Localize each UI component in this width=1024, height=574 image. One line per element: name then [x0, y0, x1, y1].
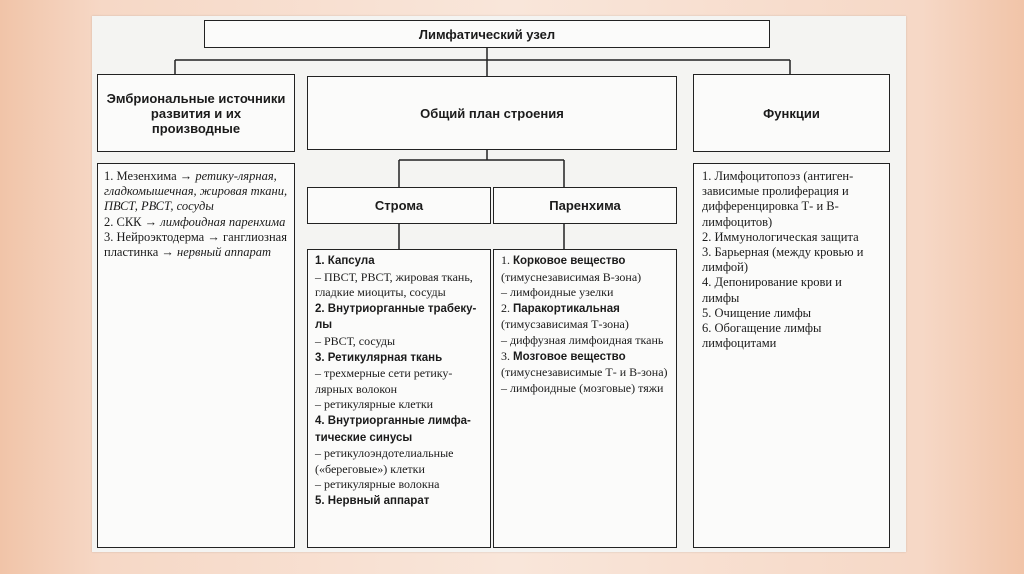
- stroma-item: 3. Ретикулярная ткань: [315, 351, 443, 364]
- embryo-item-3: 3. Нейроэктодерма → ганглиозная пластинка → нервный аппарат: [104, 229, 287, 260]
- parenchyma-subitem: – лимфоидные узелки: [501, 285, 614, 300]
- stroma-subitem: – ретикулоэндотелиальные («береговые») клетки: [315, 446, 454, 476]
- title-text: Лимфатический узел: [418, 26, 556, 42]
- functions-content-box: [693, 163, 890, 548]
- parenchyma-content-box: [493, 249, 677, 548]
- functions-header: Функции: [763, 105, 820, 121]
- plan-header: Общий план строения: [420, 105, 564, 121]
- stroma-header-box: [307, 187, 491, 224]
- function-item: 4. Депонирование крови и лимфы: [702, 275, 842, 305]
- stroma-content-box: [307, 249, 491, 548]
- title-box: [204, 20, 770, 48]
- stroma-item: 4. Внутриорганные лимфа-тические синусы: [315, 414, 471, 444]
- function-item: 2. Иммунологическая защита: [702, 229, 859, 244]
- stroma-header: Строма: [374, 198, 424, 213]
- parenchyma-header-box: [493, 187, 677, 224]
- embryo-header-box: [97, 74, 295, 152]
- function-item: 5. Очищение лимфы: [702, 305, 812, 320]
- stroma-subitem: – ретикулярные клетки: [315, 397, 434, 412]
- stroma-subitem: – ПВСТ, РВСТ, жировая ткань, гладкие миоциты, сосуды: [315, 269, 473, 300]
- stroma-subitem: – ретикулярные волокна: [315, 477, 440, 492]
- parenchyma-item: 1. Корковое вещество (тимуснезависимая В-зона): [501, 253, 642, 284]
- parenchyma-item: 2. Паракортикальная (тимусзависимая Т-зона): [501, 300, 629, 332]
- function-item: 3. Барьерная (между кровью и лимфой): [702, 245, 864, 275]
- embryo-header: Эмбриональные источники развития и их производные: [106, 90, 286, 136]
- stroma-item: 5. Нервный аппарат: [315, 494, 430, 507]
- function-item: 6. Обогащение лимфы лимфоцитами: [702, 321, 822, 351]
- stroma-item: 1. Капсула: [315, 255, 375, 267]
- parenchyma-subitem: – лимфоидные (мозговые) тяжи: [501, 380, 664, 395]
- parenchyma-header: Паренхима: [549, 198, 621, 213]
- parenchyma-subitem: – диффузная лимфоидная ткань: [501, 332, 664, 347]
- function-item: 1. Лимфоцитопоэз (антиген-зависимые пролиферация и дифференцировка Т- и В-лимфоцитов): [702, 169, 854, 229]
- embryo-item-1: 1. Мезенхима → ретику-лярная, гладкомышечная, жировая ткани, ПВСТ, РВСТ, сосуды: [104, 169, 288, 214]
- functions-header-box: [693, 74, 890, 152]
- embryo-content-box: [97, 163, 295, 548]
- stroma-item: 2. Внутриорганные трабеку-лы: [315, 302, 477, 332]
- stroma-subitem: – РВСТ, сосуды: [315, 333, 396, 348]
- plan-header-box: [307, 76, 677, 150]
- stroma-subitem: – трехмерные сети ретику-лярных волокон: [315, 366, 453, 396]
- parenchyma-item: 3. Мозговое вещество (тимуснезависимые Т- и В-зона): [501, 348, 668, 380]
- embryo-item-2: 2. СКК → лимфоидная паренхима: [104, 214, 286, 229]
